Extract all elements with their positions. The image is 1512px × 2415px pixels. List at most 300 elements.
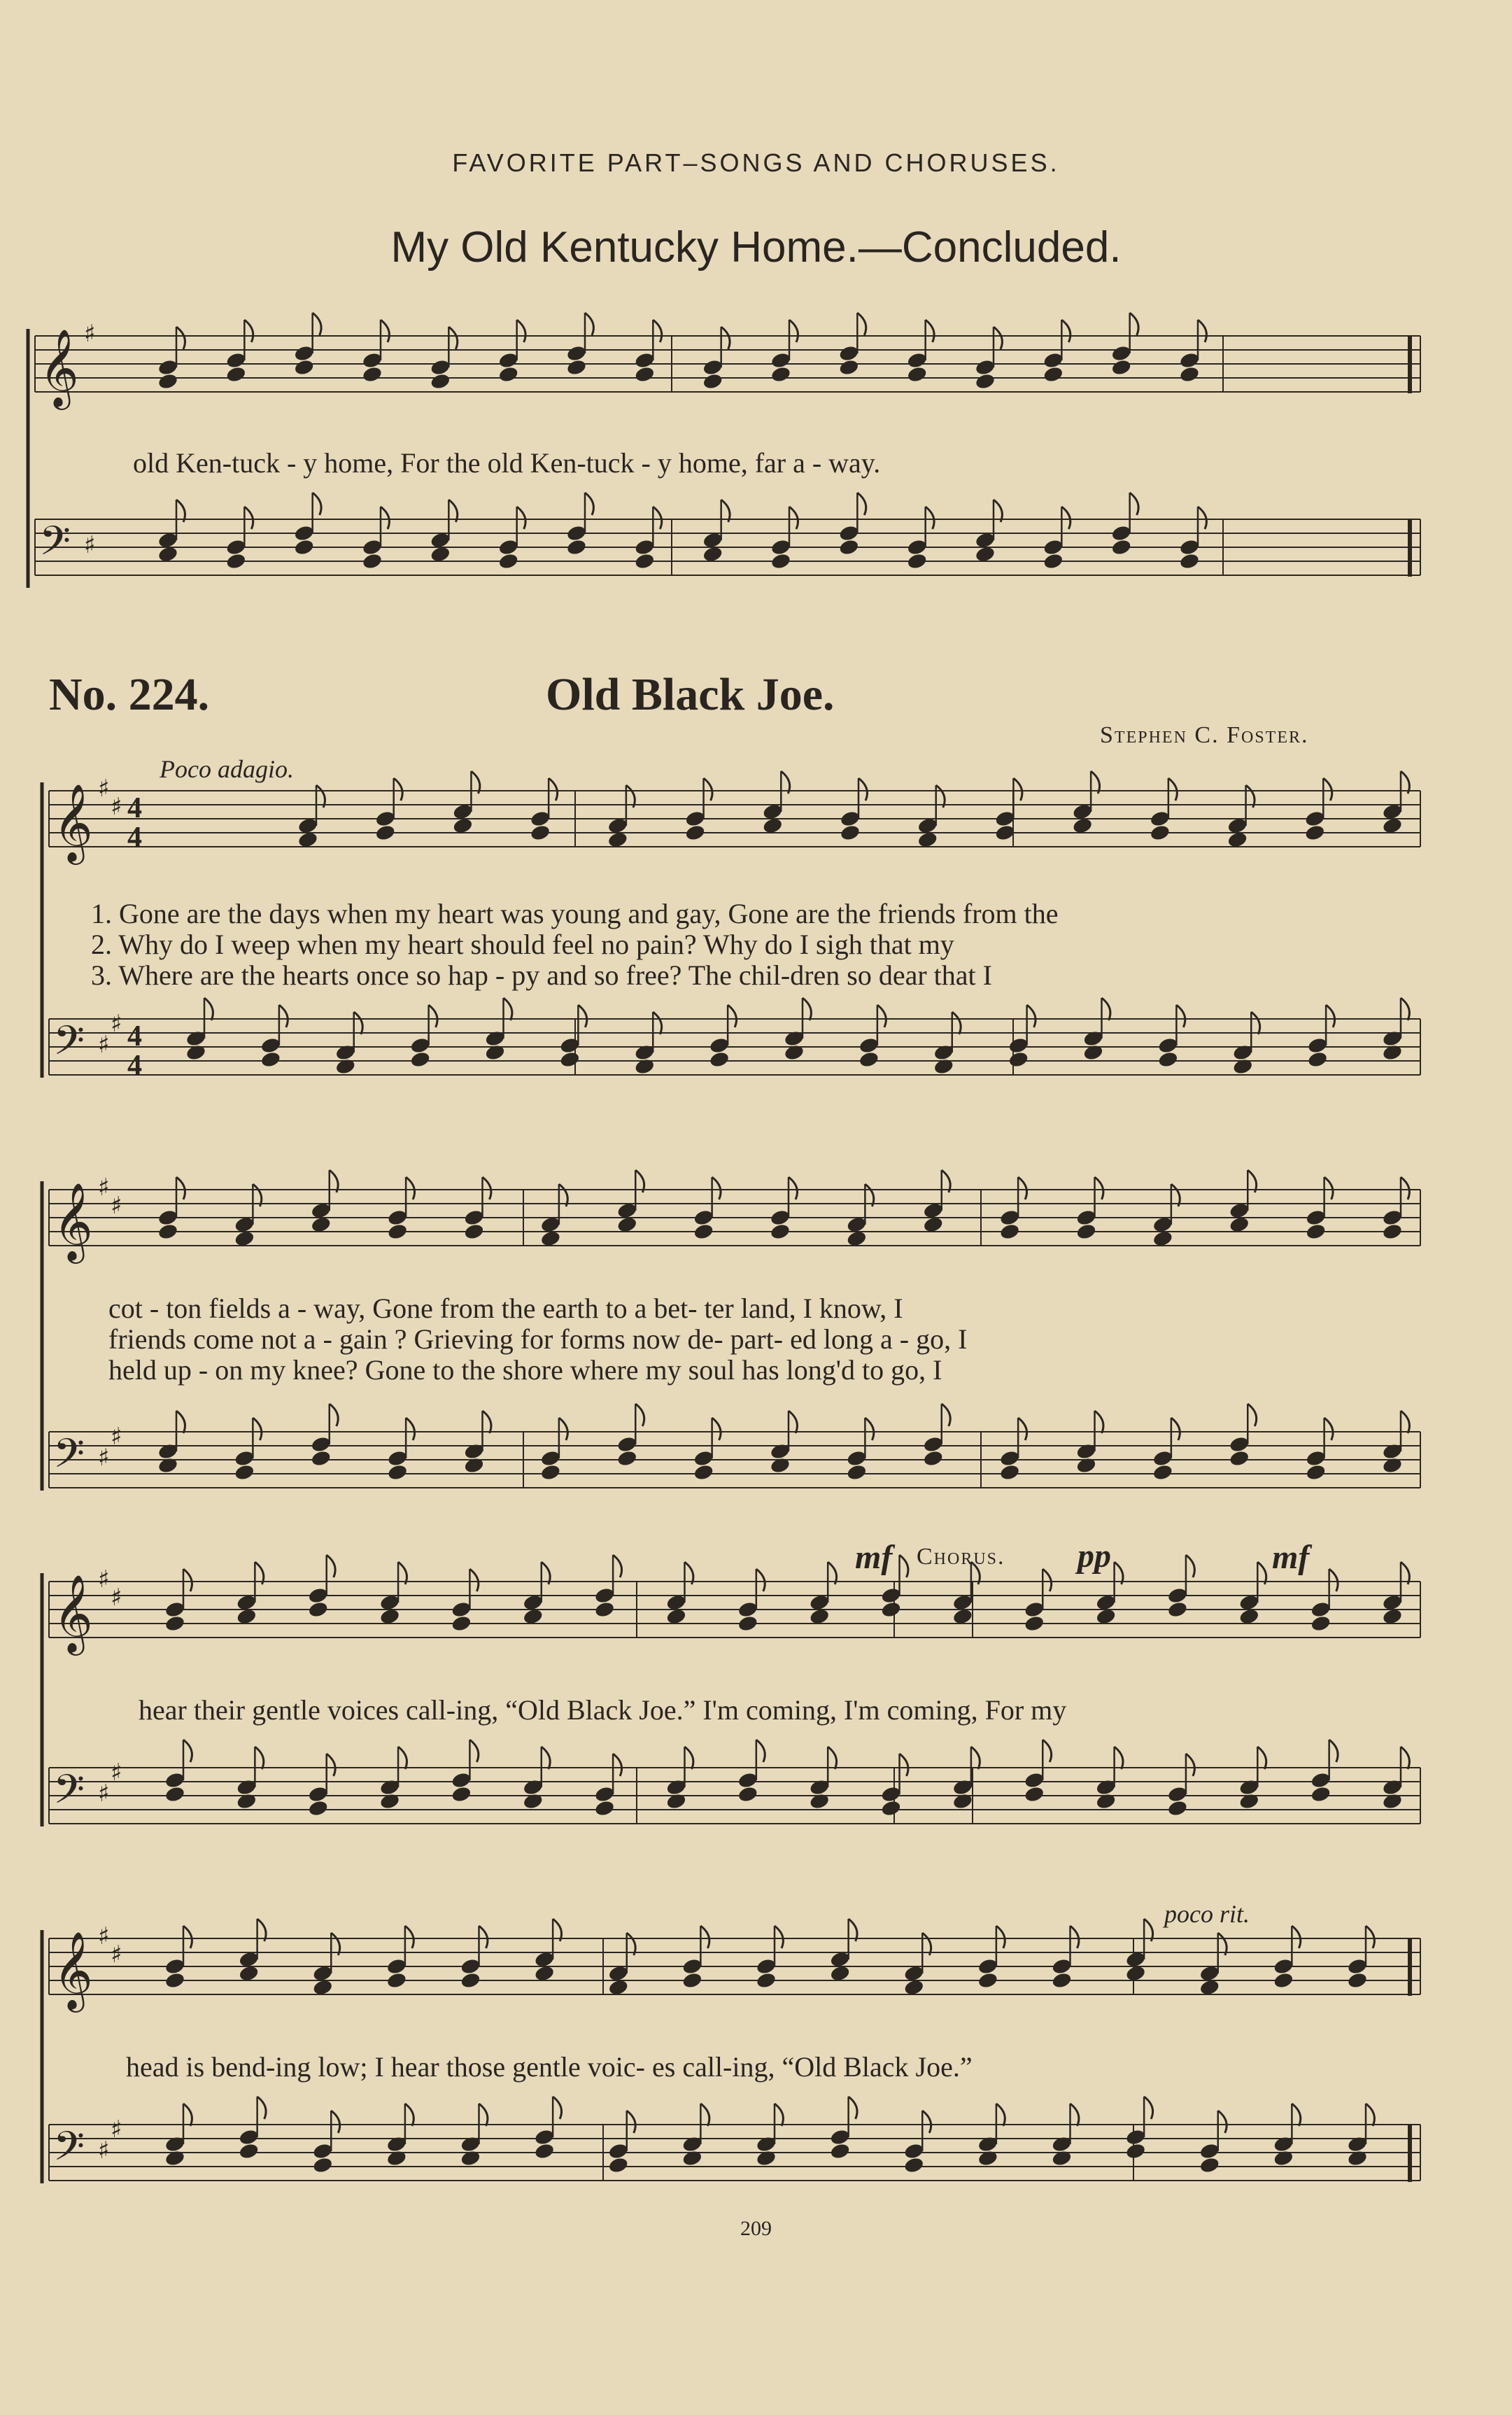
note-head xyxy=(460,2149,481,2167)
note-head xyxy=(1125,2142,1147,2160)
note-head xyxy=(880,1785,902,1803)
treble-clef: 𝄞 xyxy=(39,328,79,407)
note-head xyxy=(1110,524,1132,542)
note-head xyxy=(451,1600,472,1619)
note-head xyxy=(238,2128,260,2146)
note-head xyxy=(1051,1957,1073,1976)
note-head xyxy=(164,1971,186,1990)
note-flag xyxy=(1095,1411,1103,1433)
note-flag xyxy=(517,507,525,529)
note-flag xyxy=(479,1926,488,1948)
note-flag xyxy=(1329,1740,1338,1762)
note-head xyxy=(1305,1449,1327,1467)
note-head xyxy=(681,2135,703,2153)
note-head xyxy=(362,538,383,556)
note-flag xyxy=(635,1404,644,1426)
note-head xyxy=(164,1771,186,1789)
time-signature: 4 xyxy=(127,822,142,854)
note-head xyxy=(846,1449,868,1467)
note-head xyxy=(737,1771,759,1789)
note-flag xyxy=(1018,1418,1026,1440)
sharp-sign: ♯ xyxy=(111,1584,122,1612)
note-head xyxy=(770,351,792,369)
note-flag xyxy=(1324,1177,1333,1199)
note-head xyxy=(838,344,860,362)
note-head xyxy=(737,1785,759,1803)
note-flag xyxy=(429,1005,437,1027)
note-flag xyxy=(849,2097,857,2119)
note-head xyxy=(693,1449,714,1467)
note-head xyxy=(1125,2128,1147,2146)
note-head xyxy=(977,1971,999,1990)
lyrics-line: 2. Why do I weep when my heart should feel no pain? Why do I sigh that my xyxy=(91,929,954,960)
note-flag xyxy=(756,1740,765,1762)
sharp-sign: ♯ xyxy=(111,1192,122,1220)
note-head xyxy=(157,1456,179,1474)
note-head xyxy=(634,1043,656,1062)
note-head xyxy=(497,365,519,383)
sharp-sign: ♯ xyxy=(98,1444,110,1472)
hymn-number: No. 224. xyxy=(49,669,210,720)
note-head xyxy=(1310,1785,1331,1803)
note-head xyxy=(1229,1449,1250,1467)
note-head xyxy=(157,1223,179,1241)
note-head xyxy=(460,1971,481,1990)
note-head xyxy=(784,1029,805,1048)
note-head xyxy=(362,351,383,369)
time-signature: 4 xyxy=(127,792,142,824)
note-head xyxy=(829,2128,851,2146)
note-head xyxy=(665,1792,687,1810)
note-head xyxy=(540,1463,562,1481)
note-head xyxy=(387,1449,409,1467)
note-head xyxy=(829,2142,851,2160)
note-flag xyxy=(775,2104,783,2126)
note-head xyxy=(559,1050,581,1069)
note-head xyxy=(1024,1614,1045,1633)
note-flag xyxy=(942,1404,950,1426)
sharp-sign: ♯ xyxy=(98,1922,110,1950)
note-flag xyxy=(756,1569,765,1591)
dynamic-mf: mf xyxy=(1272,1539,1310,1576)
note-flag xyxy=(613,1555,621,1577)
note-head xyxy=(1310,1614,1331,1633)
note-flag xyxy=(613,1754,621,1776)
note-head xyxy=(594,1586,616,1605)
note-head xyxy=(1167,1799,1189,1817)
note-flag xyxy=(469,1740,478,1762)
note-head xyxy=(634,1057,656,1076)
note-head xyxy=(616,1449,638,1467)
note-head xyxy=(665,1778,687,1796)
note-flag xyxy=(330,1404,338,1426)
note-flag xyxy=(244,320,253,342)
note-head xyxy=(906,552,928,570)
note-head xyxy=(260,1050,282,1069)
note-head xyxy=(1075,1456,1097,1474)
note-head xyxy=(1305,1463,1327,1481)
note-flag xyxy=(176,1177,185,1199)
note-flag xyxy=(578,1005,586,1027)
note-head xyxy=(559,1036,581,1055)
bass-clef: 𝄢 xyxy=(39,517,71,575)
note-head xyxy=(164,2135,186,2153)
note-flag xyxy=(1061,507,1070,529)
note-flag xyxy=(1115,1747,1123,1769)
note-head xyxy=(756,1957,777,1976)
note-head xyxy=(809,1792,831,1810)
treble-clef: 𝄞 xyxy=(53,1182,93,1260)
note-flag xyxy=(971,1747,980,1769)
note-flag xyxy=(483,1411,491,1433)
note-head xyxy=(1347,2135,1369,2153)
note-flag xyxy=(1071,1926,1079,1948)
note-flag xyxy=(926,320,934,342)
note-head xyxy=(530,824,551,842)
note-head xyxy=(1150,810,1171,828)
sharp-sign: ♯ xyxy=(98,1780,110,1808)
bass-clef: 𝄢 xyxy=(53,1430,85,1487)
note-head xyxy=(702,372,723,390)
note-head xyxy=(225,552,247,570)
note-flag xyxy=(789,320,798,342)
note-head xyxy=(484,1029,506,1048)
note-head xyxy=(702,358,723,376)
note-flag xyxy=(803,998,811,1020)
note-head xyxy=(1110,344,1132,362)
note-flag xyxy=(1168,778,1177,801)
note-head xyxy=(1310,1600,1331,1619)
note-head xyxy=(737,1600,759,1619)
note-flag xyxy=(1186,1754,1194,1776)
note-head xyxy=(770,1456,791,1474)
note-flag xyxy=(1251,1012,1259,1034)
note-head xyxy=(293,538,315,556)
note-flag xyxy=(1018,1177,1026,1199)
bass-clef: 𝄢 xyxy=(53,1017,85,1074)
note-head xyxy=(1179,365,1201,383)
note-head xyxy=(1179,552,1201,570)
bass-clef: 𝄢 xyxy=(53,1766,85,1823)
note-head xyxy=(1229,1435,1250,1453)
note-head xyxy=(157,372,179,390)
note-head xyxy=(1024,1600,1045,1619)
note-head xyxy=(1347,1971,1369,1990)
note-head xyxy=(1382,1778,1404,1796)
note-head xyxy=(784,1043,805,1062)
section1-title: My Old Kentucky Home.—Concluded. xyxy=(390,223,1122,272)
note-flag xyxy=(900,1754,908,1776)
note-head xyxy=(238,2142,260,2160)
note-head xyxy=(1307,1036,1329,1055)
note-head xyxy=(1232,1057,1254,1076)
note-flag xyxy=(1401,998,1409,1020)
note-flag xyxy=(585,493,593,515)
note-flag xyxy=(952,1012,961,1034)
note-head xyxy=(566,358,588,376)
note-head xyxy=(1238,1778,1260,1796)
note-head xyxy=(1347,1957,1369,1976)
note-head xyxy=(374,824,396,842)
note-head xyxy=(430,372,451,390)
note-head xyxy=(1347,2149,1369,2167)
note-flag xyxy=(405,2104,414,2126)
note-head xyxy=(846,1463,868,1481)
note-head xyxy=(1082,1029,1104,1048)
note-flag xyxy=(479,2104,488,2126)
dynamic-pp: pp xyxy=(1078,1537,1111,1575)
sharp-sign: ♯ xyxy=(98,775,110,803)
note-flag xyxy=(1043,1569,1051,1591)
note-head xyxy=(307,1586,329,1605)
note-head xyxy=(260,1036,282,1055)
bass-clef: 𝄢 xyxy=(53,2122,85,2180)
note-flag xyxy=(1186,1555,1194,1577)
note-head xyxy=(293,524,315,542)
note-flag xyxy=(279,1005,288,1027)
note-head xyxy=(999,1223,1021,1241)
note-head xyxy=(1043,351,1064,369)
note-flag xyxy=(1130,493,1138,515)
note-head xyxy=(534,2142,556,2160)
note-head xyxy=(460,1957,481,1976)
note-flag xyxy=(712,1177,721,1199)
note-head xyxy=(906,538,928,556)
note-head xyxy=(293,344,315,362)
note-head xyxy=(463,1456,485,1474)
note-head xyxy=(164,1957,186,1976)
note-head xyxy=(594,1785,616,1803)
note-head xyxy=(607,2142,629,2160)
note-flag xyxy=(406,1177,414,1199)
note-flag xyxy=(183,1569,192,1591)
note-flag xyxy=(994,327,1002,349)
note-flag xyxy=(469,1569,478,1591)
note-head xyxy=(933,1057,954,1076)
note-head xyxy=(933,1043,954,1062)
note-head xyxy=(409,1036,431,1055)
note-head xyxy=(770,1442,791,1460)
sharp-sign: ♯ xyxy=(98,1565,110,1593)
note-head xyxy=(1024,1771,1045,1789)
chorus-label: Chorus. xyxy=(917,1544,1005,1570)
note-flag xyxy=(1329,1569,1338,1591)
note-flag xyxy=(857,493,865,515)
note-flag xyxy=(684,1747,693,1769)
note-head xyxy=(460,2135,481,2153)
note-flag xyxy=(257,2097,266,2119)
note-flag xyxy=(553,2097,561,2119)
lyrics-line: cot - ton fields a - way, Gone from the earth to a bet- ter land, I know, I xyxy=(108,1293,903,1324)
note-head xyxy=(840,824,861,842)
note-flag xyxy=(585,313,593,335)
note-head xyxy=(307,1785,329,1803)
note-head xyxy=(770,1223,791,1241)
note-head xyxy=(1179,351,1201,369)
note-head xyxy=(594,1600,616,1619)
note-head xyxy=(1273,2149,1294,2167)
poco-rit-marking: poco rit. xyxy=(1164,1900,1250,1928)
note-head xyxy=(1075,1223,1097,1241)
note-flag xyxy=(653,507,661,529)
note-flag xyxy=(789,1411,797,1433)
note-flag xyxy=(1218,2111,1227,2133)
note-head xyxy=(463,1223,485,1241)
note-flag xyxy=(1292,1926,1300,1948)
note-head xyxy=(157,1209,179,1227)
note-head xyxy=(312,2142,334,2160)
note-flag xyxy=(857,313,865,335)
dynamic-mf: mf xyxy=(855,1539,893,1576)
note-head xyxy=(225,351,247,369)
note-flag xyxy=(381,320,389,342)
note-head xyxy=(310,1435,332,1453)
note-head xyxy=(530,810,551,828)
note-head xyxy=(684,824,706,842)
note-head xyxy=(616,1435,638,1453)
note-head xyxy=(463,1209,485,1227)
note-head xyxy=(756,2135,777,2153)
note-head xyxy=(709,1050,730,1069)
note-head xyxy=(1273,1957,1294,1976)
note-head xyxy=(1232,1043,1254,1062)
note-head xyxy=(1157,1050,1179,1069)
note-flag xyxy=(1095,1177,1103,1199)
note-head xyxy=(1008,1050,1029,1069)
note-head xyxy=(977,1957,999,1976)
sharp-sign: ♯ xyxy=(111,1759,122,1787)
sharp-sign: ♯ xyxy=(111,1941,122,1969)
note-flag xyxy=(1401,1747,1409,1769)
note-flag xyxy=(704,778,712,801)
note-head xyxy=(1152,1463,1174,1481)
note-flag xyxy=(255,1747,263,1769)
note-head xyxy=(234,1449,255,1467)
note-head xyxy=(1199,2156,1220,2174)
page-number: 209 xyxy=(740,2217,772,2240)
note-head xyxy=(484,1043,506,1062)
note-flag xyxy=(405,1926,414,1948)
note-head xyxy=(387,1463,409,1481)
note-flag xyxy=(183,1926,192,1948)
note-head xyxy=(684,810,706,828)
note-head xyxy=(1382,1792,1404,1810)
note-head xyxy=(362,552,383,570)
note-flag xyxy=(1366,2104,1374,2126)
note-head xyxy=(838,358,860,376)
note-head xyxy=(307,1799,329,1817)
note-head xyxy=(859,1050,880,1069)
sharp-sign: ♯ xyxy=(84,320,96,348)
note-flag xyxy=(1366,1926,1374,1948)
note-flag xyxy=(828,1747,836,1769)
note-head xyxy=(903,2142,925,2160)
note-head xyxy=(451,1614,472,1633)
note-head xyxy=(334,1043,356,1062)
note-head xyxy=(1157,1036,1179,1055)
note-flag xyxy=(789,1177,797,1199)
note-head xyxy=(1024,1785,1045,1803)
note-head xyxy=(1051,2135,1073,2153)
note-head xyxy=(952,1778,974,1796)
lyrics-line: hear their gentle voices call-ing, “Old Black Joe.” I'm coming, I'm coming, For my xyxy=(139,1694,1067,1726)
note-head xyxy=(463,1442,485,1460)
note-flag xyxy=(1071,2104,1079,2126)
note-head xyxy=(1043,538,1064,556)
note-head xyxy=(1273,2135,1294,2153)
note-flag xyxy=(1171,1418,1180,1440)
note-flag xyxy=(1130,313,1138,335)
note-head xyxy=(1008,1036,1029,1055)
note-flag xyxy=(922,2111,931,2133)
note-flag xyxy=(627,2111,635,2133)
note-flag xyxy=(542,1747,550,1769)
note-head xyxy=(386,2135,408,2153)
note-head xyxy=(952,1792,974,1810)
note-head xyxy=(157,358,179,376)
section1-lyrics: old Ken-tuck - y home, For the old Ken-tuck - y home, far a - way. xyxy=(133,447,881,479)
sharp-sign: ♯ xyxy=(98,2136,110,2164)
note-flag xyxy=(176,327,185,349)
note-flag xyxy=(1324,1418,1333,1440)
lyrics-line: held up - on my knee? Gone to the shore where my soul has long'd to go, I xyxy=(108,1354,942,1386)
note-flag xyxy=(789,507,798,529)
lyrics-line: 3. Where are the hearts once so hap - py and so free? The chil-dren so dear that I xyxy=(91,959,992,991)
note-head xyxy=(379,1778,401,1796)
note-head xyxy=(770,552,792,570)
note-flag xyxy=(1176,1005,1185,1027)
lyrics-line: 1. Gone are the days when my heart was young and gay, Gone are the friends from the xyxy=(91,898,1059,929)
sharp-sign: ♯ xyxy=(111,1423,122,1451)
note-head xyxy=(310,1449,332,1467)
note-flag xyxy=(1027,1005,1036,1027)
note-head xyxy=(1382,1029,1404,1048)
note-head xyxy=(534,2128,556,2146)
composer: Stephen C. Foster. xyxy=(1100,722,1309,748)
note-head xyxy=(1150,824,1171,842)
note-flag xyxy=(549,778,557,801)
note-flag xyxy=(244,507,253,529)
note-head xyxy=(497,351,519,369)
note-flag xyxy=(354,1012,362,1034)
note-head xyxy=(362,365,383,383)
note-head xyxy=(838,524,860,542)
note-head xyxy=(1152,1449,1174,1467)
note-head xyxy=(922,1435,944,1453)
note-head xyxy=(634,351,656,369)
note-flag xyxy=(331,2111,339,2133)
note-flag xyxy=(448,327,457,349)
note-head xyxy=(1110,358,1132,376)
note-head xyxy=(709,1036,730,1055)
note-flag xyxy=(926,507,934,529)
note-head xyxy=(977,2149,999,2167)
note-flag xyxy=(1198,320,1206,342)
treble-clef: 𝄞 xyxy=(53,1931,93,2009)
note-head xyxy=(566,524,588,542)
note-head xyxy=(374,810,396,828)
note-head xyxy=(770,1209,791,1227)
note-flag xyxy=(775,1926,783,1948)
note-head xyxy=(164,1614,186,1633)
note-head xyxy=(838,538,860,556)
note-head xyxy=(1304,810,1326,828)
time-signature: 4 xyxy=(127,1020,142,1052)
note-head xyxy=(451,1785,472,1803)
note-flag xyxy=(728,1005,736,1027)
note-head xyxy=(607,2156,629,2174)
note-head xyxy=(809,1778,831,1796)
